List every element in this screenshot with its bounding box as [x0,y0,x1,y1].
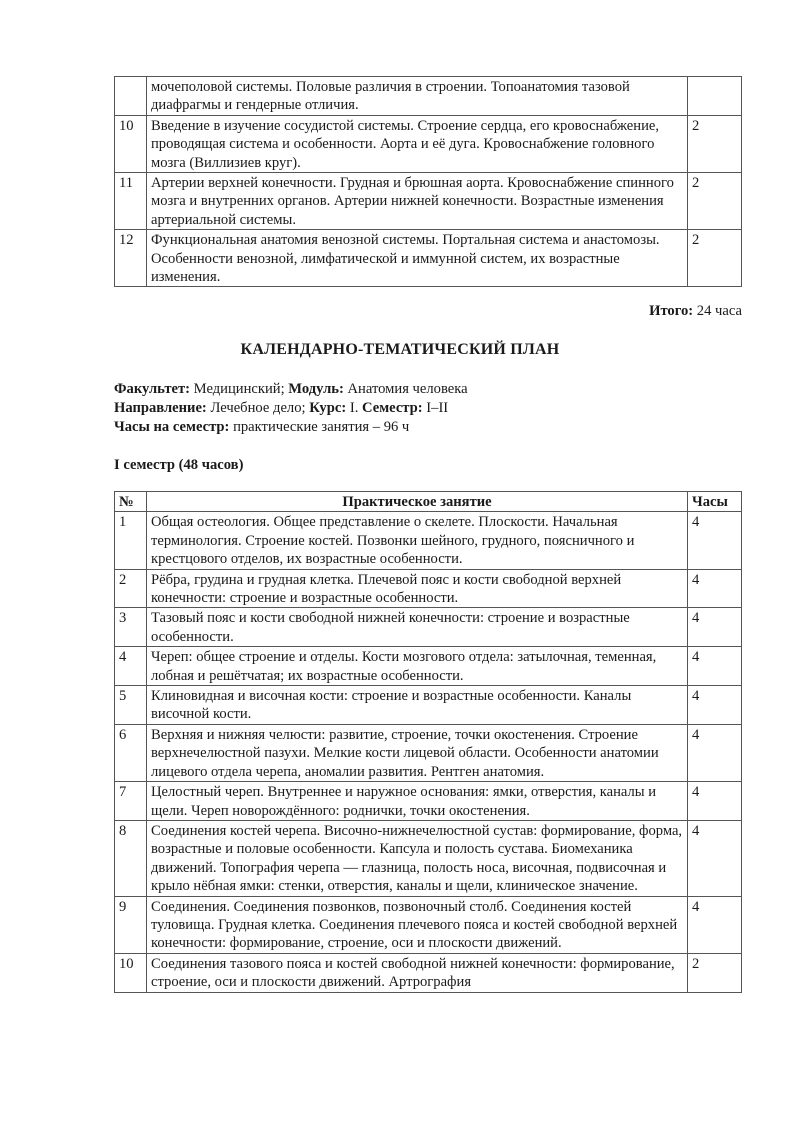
semester-value: I–II [426,400,449,416]
row-topic: мочеполовой системы. Половые различия в строении. Топоанатомия тазовой диафрагмы и гендерные отличия. [147,77,688,116]
faculty-label: Факультет: [114,381,190,397]
table-row [115,820,742,896]
row-number: 3 [115,608,147,647]
direction-label: Направление: [114,400,207,416]
table-row [115,782,742,821]
row-hours [688,77,742,116]
semester-hours-line [114,418,409,436]
row-topic: Клиновидная и височная кости: строение и возрастные особенности. Каналы височной кости. [147,686,688,725]
faculty-module-line [114,380,468,398]
row-hours: 4 [688,896,742,953]
row-number: 7 [115,782,147,821]
row-hours: 4 [688,724,742,781]
row-hours: 4 [688,608,742,647]
course-label: Курс: [309,400,347,416]
row-number: 10 [115,953,147,992]
row-hours: 4 [688,647,742,686]
practical-lessons-table [114,491,742,993]
row-topic: Целостный череп. Внутреннее и наружное основания: ямки, отверстия, каналы и щели. Череп новорождённого: роднички, точки окостенения. [147,782,688,821]
row-topic: Тазовый пояс и кости свободной нижней конечности: строение и возрастные особенности. [147,608,688,647]
module-value: Анатомия человека [347,381,468,397]
table-header-row [115,492,742,512]
direction-value: Лечебное дело; [210,400,306,416]
row-number: 11 [115,173,147,230]
row-topic: Артерии верхней конечности. Грудная и брюшная аорта. Кровоснабжение спинного мозга и внутренних органов. Артерии нижней конечности. Возрастные изменения артериальной системы. [147,173,688,230]
row-topic: Череп: общее строение и отделы. Кости мозгового отдела: затылочная, теменная, лобная и решётчатая; их возрастные особенности. [147,647,688,686]
row-topic: Соединения тазового пояса и костей свободной нижней конечности: формирование, строение, оси и плоскости движений. Артрография [147,953,688,992]
row-number: 8 [115,820,147,896]
row-number: 6 [115,724,147,781]
header-topic: Практическое занятие [147,492,688,512]
table-row [115,230,742,287]
table-row [115,724,742,781]
row-number: 2 [115,569,147,608]
row-topic: Введение в изучение сосудистой системы. Строение сердца, его кровоснабжение, проводящая система и особенности. Аорта и её дуга. Кровоснабжение головного мозга (Виллизиев круг). [147,115,688,172]
row-number: 12 [115,230,147,287]
row-hours: 2 [688,115,742,172]
row-topic: Соединения. Соединения позвонков, позвоночный столб. Соединения костей туловища. Грудная клетка. Соединения плечевого пояса и костей свободной верхней конечности: формирование, строение, оси и плоскости движений. [147,896,688,953]
table-row [115,173,742,230]
table-row [115,512,742,569]
header-number: № [115,492,147,512]
row-hours: 4 [688,686,742,725]
total-hours [649,303,742,320]
table-row [115,647,742,686]
row-topic: Верхняя и нижняя челюсти: развитие, строение, точки окостенения. Строение верхнечелюстной пазухи. Мелкие кости лицевой области. Особенности анатомии лицевого отдела черепа, аномалии развития. Рентген анатомия. [147,724,688,781]
table-row [115,896,742,953]
course-value: I. [349,400,359,416]
row-number: 9 [115,896,147,953]
table-row [115,77,742,116]
table-row [115,569,742,608]
row-number: 1 [115,512,147,569]
row-number: 5 [115,686,147,725]
row-hours: 4 [688,512,742,569]
total-label: Итого: [649,303,694,319]
row-topic: Функциональная анатомия венозной системы. Портальная система и анастомозы. Особенности венозной, лимфатической и иммунной систем, их возрастные изменения. [147,230,688,287]
row-number [115,77,147,116]
faculty-value: Медицинский; [193,381,285,397]
table-row [115,953,742,992]
row-hours: 4 [688,782,742,821]
header-hours: Часы [688,492,742,512]
semester-heading: I семестр (48 часов) [114,457,244,473]
row-topic: Общая остеология. Общее представление о скелете. Плоскости. Начальная терминология. Строение костей. Позвонки шейного, грудного, поясничного и крестцового отделов, их возрастные особенности. [147,512,688,569]
row-hours: 2 [688,230,742,287]
direction-course-line [114,399,448,417]
row-number: 4 [115,647,147,686]
total-value: 24 часа [696,303,742,319]
row-hours: 2 [688,953,742,992]
semester-hours-value: практические занятия – 96 ч [233,419,410,435]
row-topic: Рёбра, грудина и грудная клетка. Плечевой пояс и кости свободной верхней конечности: строение и возрастные особенности. [147,569,688,608]
row-number: 10 [115,115,147,172]
semester-label: Семестр: [362,400,423,416]
row-hours: 4 [688,820,742,896]
course-topics-table-continued [114,76,742,287]
table-row [115,608,742,647]
module-label: Модуль: [288,381,344,397]
table-row [115,115,742,172]
row-hours: 2 [688,173,742,230]
semester-hours-label: Часы на семестр: [114,419,230,435]
table-row [115,686,742,725]
page-title: КАЛЕНДАРНО-ТЕМАТИЧЕСКИЙ ПЛАН [240,341,560,358]
row-topic: Соединения костей черепа. Височно-нижнечелюстной сустав: формирование, форма, возрастные и половые особенности. Капсула и полость сустава. Биомеханика движений. Топография черепа — глазница, полость носа, височная, подвисочная и крыло нёбная ямки: стенки, отверстия, каналы и щели, клиническое значение. [147,820,688,896]
row-hours: 4 [688,569,742,608]
